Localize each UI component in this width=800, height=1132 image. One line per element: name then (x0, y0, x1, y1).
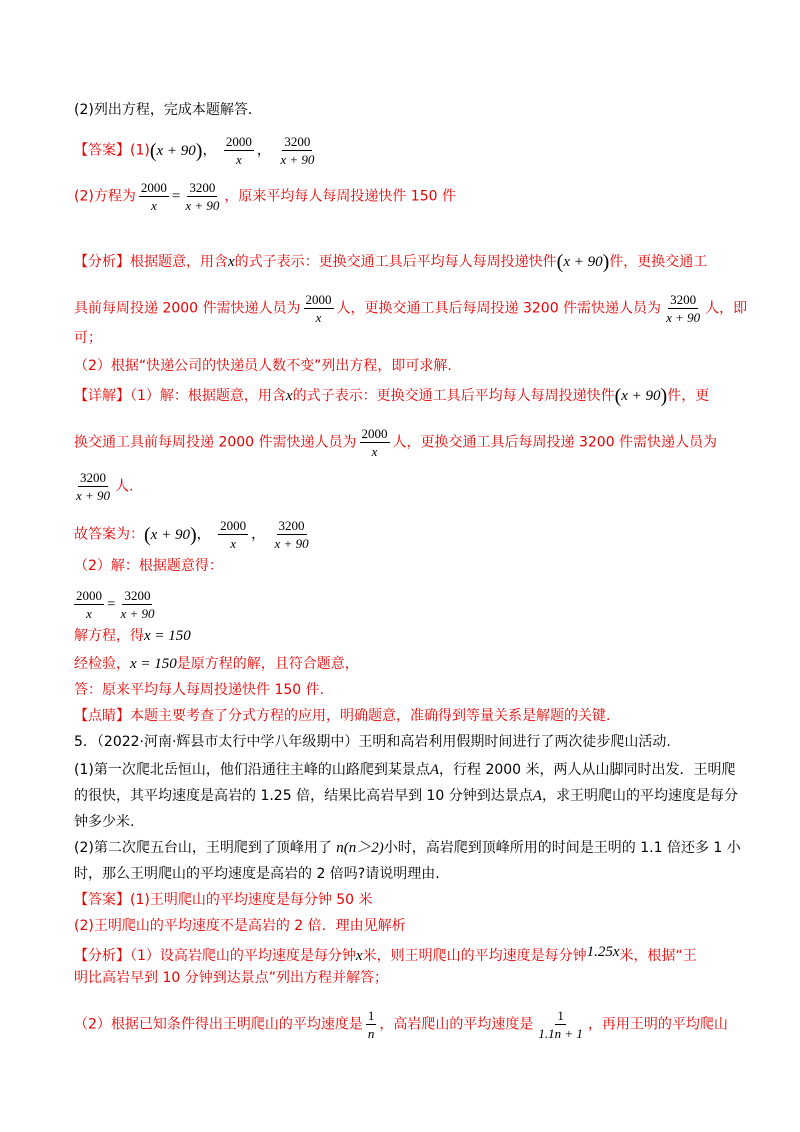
detail-solve-line (74, 626, 191, 646)
fraction-2000-over-x: $\frac{2000}{x}$ (220, 518, 247, 551)
speed-expr: 1.25x (586, 944, 620, 960)
detail-text: 人，更换交通工具后每周投递 3200 件需快递人员为 (392, 434, 718, 451)
analysis-text: 米，则王明爬山的平均速度是每分钟 (362, 948, 587, 964)
answer-part2-text: ，原来平均每人每周投递快件 150 件 (224, 188, 456, 205)
analysis-text: 具前每周投递 2000 件需快递人员为 (74, 300, 301, 317)
condition-n: (n＞2) (343, 840, 384, 856)
equals-sign: = (107, 596, 116, 613)
answer-part2-label: (2)方程为 (74, 188, 136, 205)
analysis-line-3: 可； (74, 330, 102, 346)
point-a: A (532, 788, 542, 804)
q5-analysis-line-2: 明比高岩早到 10 分钟到达景点”列出方程并解答； (74, 970, 388, 986)
detail-answer-line: 故答案为：(x + 90)， $\frac{2000}{x}$ ， $\frac{3200}{x + 90}$ (74, 518, 309, 551)
expr-x-plus-90: x + 90 (621, 388, 661, 404)
analysis-text: （2）根据已知条件得出王明爬山的平均速度是 (74, 1016, 363, 1033)
detail-text: 件，更 (667, 388, 710, 404)
analysis-line-2 (74, 292, 747, 325)
q5-answer-1: 【答案】(1)王明爬山的平均速度是每分钟 50 米 (74, 892, 373, 908)
detail-text: 经检验， (74, 656, 130, 672)
comma: ， (256, 142, 271, 159)
fraction-2000-over-x: $\frac{2000}{x}$ (225, 134, 252, 167)
fraction-3200-over-x90: $\frac{3200}{x + 90}$ (76, 470, 111, 503)
detail-text: 换交通工具前每周投递 2000 件需快递人员为 (74, 434, 357, 451)
detail-line-3 (74, 470, 134, 503)
question-text: ，行程 2000 米，两人从山脚同时出发．王明爬 (439, 762, 736, 778)
detail-text: 的式子表示：更换交通工具后平均每人每周投递快件 (292, 388, 615, 404)
question-text: ，求王明爬山的平均速度是每分 (541, 788, 738, 804)
fraction-3200-over-x90: $\frac{3200}{x + 90}$ (185, 180, 220, 213)
comma: ， (202, 142, 217, 159)
detail-text: 【详解】（1）解：根据题意，用含 (74, 388, 286, 404)
answer-part1-label: (1) (130, 142, 150, 159)
analysis-text: 米，根据“王 (619, 948, 697, 964)
fraction-1-over-1-1n-plus-1: $\frac{1}{1.1n + 1}$ (538, 1008, 583, 1041)
equals-sign: = (171, 188, 181, 205)
answer-line-2 (74, 180, 456, 213)
analysis-text: ，高岩爬山的平均速度是 (379, 1016, 534, 1033)
analysis-line-4: （2）根据“快递公司的快递员人数不变”列出方程，即可求解. (74, 358, 452, 374)
comma: ， (251, 526, 266, 543)
question-text: (2)第二次爬五台山，王明爬到了顶峰用了 (74, 840, 332, 856)
comma: ， (196, 526, 211, 543)
q5-answer-2: (2)王明爬山的平均速度不是高岩的 2 倍．理由见解析 (74, 918, 406, 934)
var-x: x (355, 948, 363, 964)
detail-equation (74, 588, 160, 621)
fraction-1-over-n: $\frac{1}{n}$ (367, 1008, 375, 1041)
var-x: x (228, 254, 235, 270)
detail-text: 人. (115, 478, 134, 495)
expr-x-plus-90: x + 90 (150, 526, 190, 543)
fraction-3200-over-x90: $\frac{3200}{x + 90}$ (120, 588, 155, 621)
solution-value: x = 150 (144, 628, 191, 644)
answer-label: 故答案为： (74, 526, 144, 543)
answer-line-1: 【答案】(1)(x + 90)， $\frac{2000}{x}$ ， $\frac{3200}{x + 90}$ (74, 134, 315, 167)
q5-part2-line-2: 时，那么王明爬山的平均速度是高岩的 2 倍吗?请说明理由. (74, 866, 440, 882)
detail-line-1: 【详解】（1）解：根据题意，用含x的式子表示：更换交通工具后平均每人每周投递快件(x + 90)件，更 (74, 385, 710, 407)
question-text: 的很快，其平均速度是高岩的 1.25 倍，结果比高岩早到 10 分钟到达景点 (74, 788, 533, 804)
analysis-text: ，再用王明的平均爬山 (587, 1016, 728, 1033)
question-text: (1)第一次爬北岳恒山，他们沿通往主峰的山路爬到某景点 (74, 762, 430, 778)
analysis-text: 件，更换交通工 (609, 254, 708, 270)
fraction-2000-over-x: $\frac{2000}{x}$ (140, 180, 167, 213)
fraction-3200-over-x90: $\frac{3200}{x + 90}$ (274, 518, 309, 551)
var-n: n (336, 840, 344, 856)
q5-part1-line-3: 钟多少米. (74, 814, 135, 830)
q5-part1-line-1 (74, 760, 736, 780)
detail-part2-line: （2）解：根据题意得： (74, 558, 223, 574)
q5-analysis-line-3 (74, 1008, 728, 1041)
detail-text: 是原方程的解，且符合题意， (176, 656, 359, 672)
fraction-3200-over-x90: $\frac{3200}{x + 90}$ (280, 134, 315, 167)
analysis-text: 【分析】（1）设高岩爬山的平均速度是每分钟 (74, 948, 356, 964)
solution-value: x = 150 (130, 656, 177, 672)
detail-check-line (74, 654, 359, 674)
fraction-3200-over-x90: $\frac{3200}{x + 90}$ (666, 292, 701, 325)
analysis-text: 的式子表示：更换交通工具后平均每人每周投递快件 (234, 254, 557, 270)
q5-part2-line-1 (74, 838, 741, 858)
analysis-text: 人，更换交通工具后每周投递 3200 件需快递人员为 (336, 300, 662, 317)
question-5-title: 5．（2022·河南·辉县市太行中学八年级期中）王明和高岩利用假期时间进行了两次徒步爬山活动. (74, 734, 671, 750)
part2-prompt: (2)列出方程，完成本题解答. (74, 102, 253, 118)
question-text: 小时，高岩爬到顶峰所用的时间是王明的 1.1 倍还多 1 小 (383, 840, 741, 856)
analysis-text: 【分析】根据题意，用含 (74, 254, 228, 270)
detail-text: 解方程，得 (74, 628, 144, 644)
fraction-2000-over-x: $\frac{2000}{x}$ (361, 426, 388, 459)
analysis-line-1: 【分析】根据题意，用含x的式子表示：更换交通工具后平均每人每周投递快件(x + 90)件，更换交通工 (74, 251, 708, 273)
fraction-2000-over-x: $\frac{2000}{x}$ (305, 292, 332, 325)
point-a: A (429, 762, 440, 778)
comment-line: 【点睛】本题主要考查了分式方程的应用，明确题意，准确得到等量关系是解题的关键. (74, 708, 611, 724)
expr-x-plus-90: x + 90 (563, 254, 603, 270)
expr-x-plus-90: x + 90 (156, 142, 196, 159)
detail-final-line: 答：原来平均每人每周投递快件 150 件. (74, 682, 325, 698)
analysis-text: 人，即 (705, 300, 748, 317)
fraction-2000-over-x: $\frac{2000}{x}$ (76, 588, 102, 621)
answer-tag: 【答案】 (74, 142, 130, 159)
detail-line-2 (74, 426, 717, 459)
q5-part1-line-2 (74, 786, 738, 806)
var-x: x (285, 388, 293, 404)
q5-analysis-line-1 (74, 942, 697, 966)
